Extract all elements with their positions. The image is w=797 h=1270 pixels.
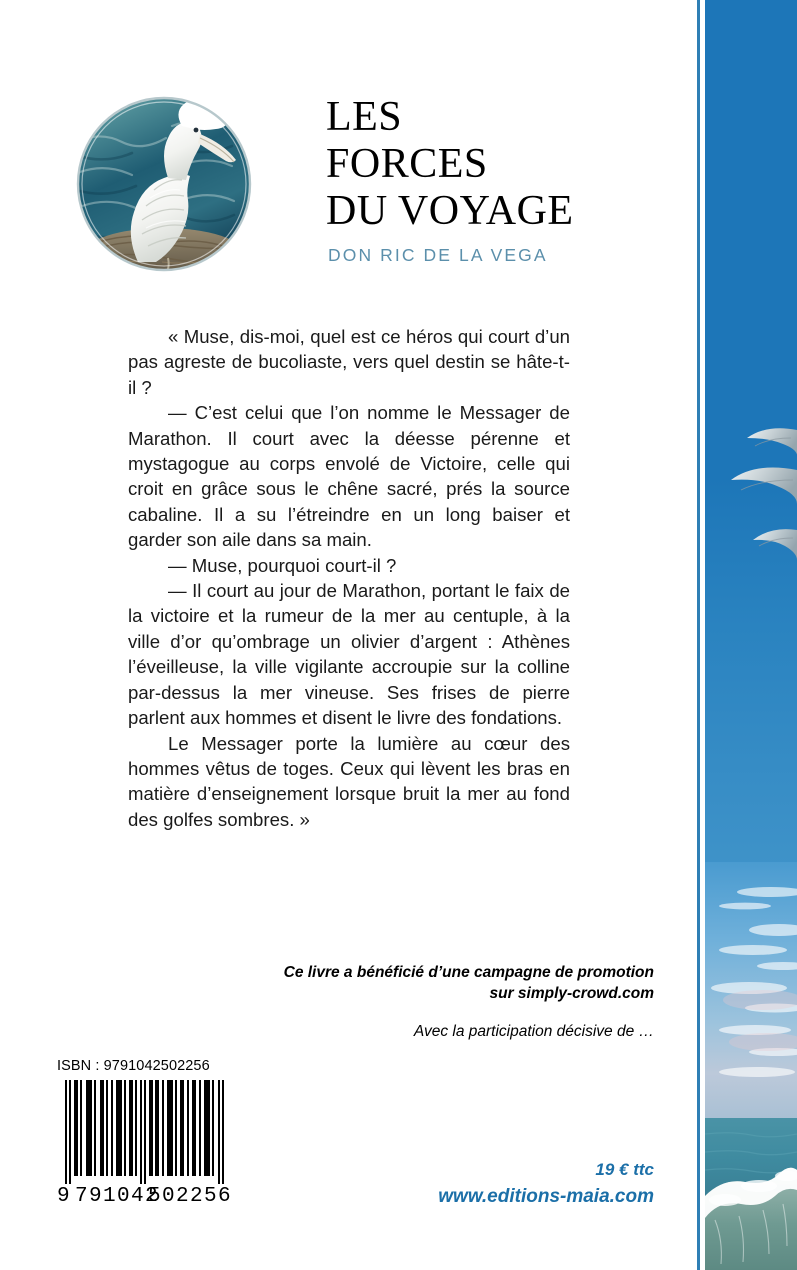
ean13-barcode — [57, 1080, 232, 1212]
front-cover-artwork — [705, 0, 797, 1270]
title-lockup — [76, 86, 574, 288]
back-cover-blurb — [128, 324, 570, 832]
heron-medallion-icon — [76, 86, 252, 282]
promotion-line-1: Ce livre a bénéficié d’une campagne de promotion — [283, 964, 654, 981]
isbn-area — [57, 1058, 242, 1212]
svg-text:502256: 502256 — [148, 1185, 232, 1207]
title-line-2: FORCES — [326, 141, 488, 187]
barcode-bars — [57, 1080, 232, 1184]
publisher-website[interactable]: www.editions-maia.com — [438, 1186, 654, 1207]
blurb-paragraph: « Muse, dis-moi, quel est ce héros qui court d’un pas agreste de bucoliaste, vers quel destin se hâte-t-il ? — [128, 326, 570, 398]
publisher-block — [300, 1158, 654, 1210]
isbn-label: ISBN : 9791042502256 — [57, 1058, 210, 1074]
author-name: DON RIC DE LA VEGA — [328, 245, 548, 265]
blurb-paragraph: Le Messager porte la lumière au cœur des hommes vêtus de toges. Ceux qui lèvent les bras en matière d’enseignement lorsque bruit la mer au fond des golfes sombres. » — [128, 732, 570, 830]
book-title — [251, 94, 581, 266]
title-line-3: DU VOYAGE — [326, 188, 574, 234]
barcode-digits — [57, 1181, 232, 1207]
promotion-credit: Avec la participation décisive de … — [413, 1023, 654, 1040]
price-label: 19 € ttc — [595, 1160, 654, 1179]
svg-text:9: 9 — [57, 1185, 70, 1207]
front-cover-edge-strip — [697, 0, 797, 1270]
promotion-line-2: sur simply-crowd.com — [489, 985, 654, 1002]
svg-text:791042: 791042 — [75, 1185, 160, 1207]
promotion-block — [180, 962, 654, 1042]
title-line-1: LES — [326, 94, 403, 140]
blurb-paragraph: — Muse, pourquoi court-il ? — [168, 554, 397, 576]
blurb-paragraph: — C’est celui que l’on nomme le Messager de Marathon. Il court avec la déesse pérenne et mystagogue au corps envolé de Victoire, celle qui croit en grâce sous le chêne sacré, prés la source cabaline. Il a su l’étreindre en un long baiser et garder son aile dans sa main. — [128, 402, 570, 551]
blurb-paragraph: — Il court au jour de Marathon, portant le faix de la victoire et la rumeur de la mer au centuple, à la ville d’or qu’ombrage un olivier d’argent : Athènes l’éveilleuse, la ville vigilante accroupie sur la colline par-dessus la mer vineuse. Ses frises de pierre parlent aux hommes et disent le livre des fondations. — [128, 580, 570, 729]
promotion-headline — [180, 962, 654, 1004]
